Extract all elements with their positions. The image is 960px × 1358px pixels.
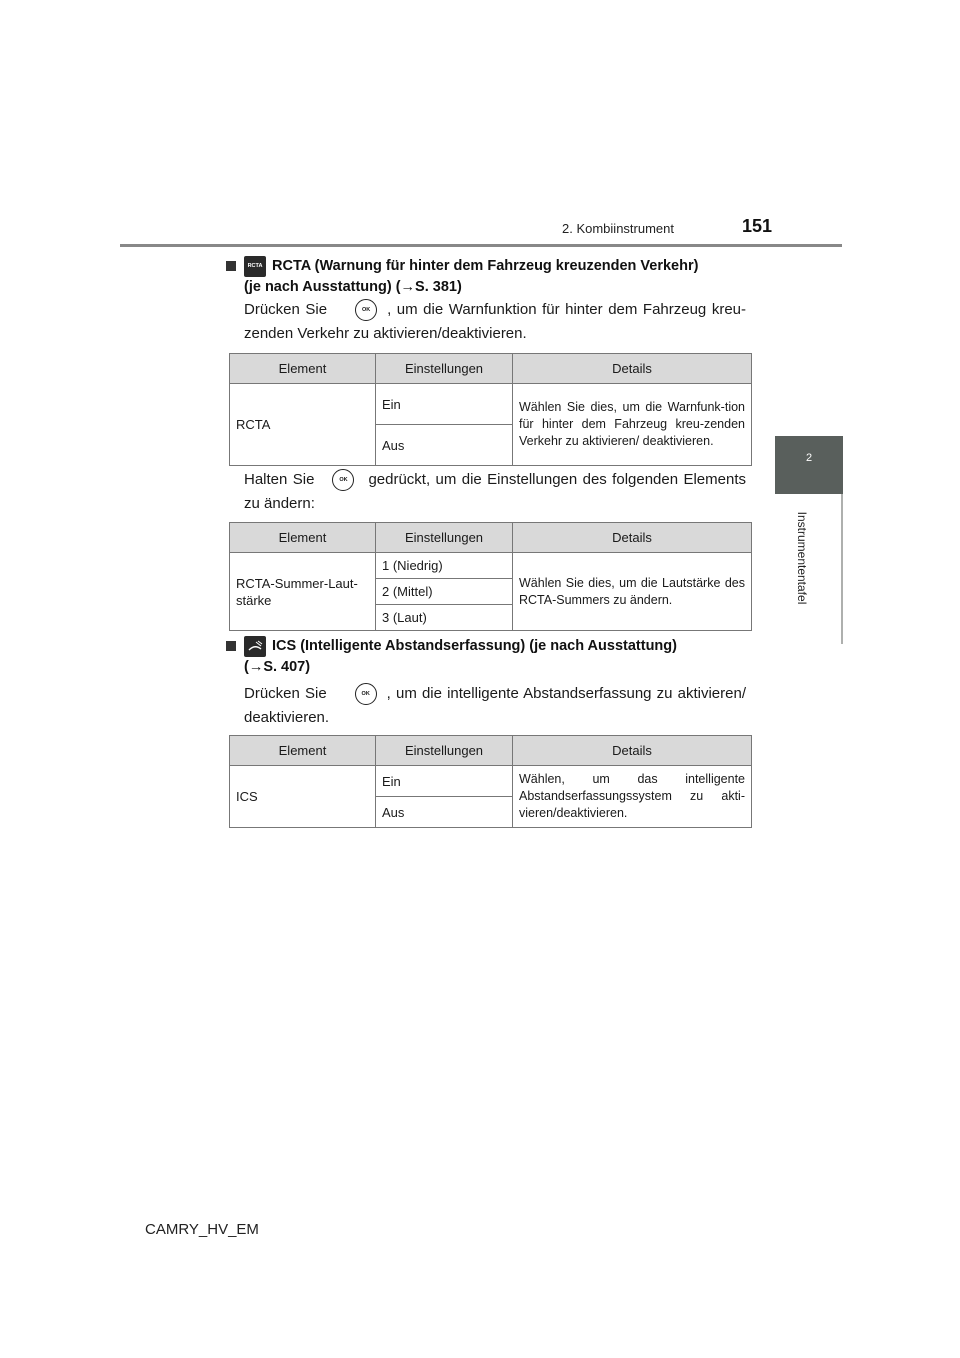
ok-button-icon: OK [332,469,354,491]
section-heading-ics-line2 [244,657,744,678]
rcta-press-prefix: Drücken Sie [244,301,328,318]
rcta-icon: RCTA [244,256,266,277]
details-cell: Wählen Sie dies, um die Warnfunk-tion für hinter dem Fahrzeug kreu-zenden Verkehr zu aktivieren/ deaktivieren. [513,384,752,466]
section-title-rcta-line2: (je nach Ausstattung) (→S. 381) [244,279,462,295]
setting-cell: Aus [376,797,513,828]
side-divider [841,494,843,644]
column-header-settings: Einstellungen [376,354,513,384]
details-cell: Wählen Sie dies, um die Lautstärke des RCTA-Summers zu ändern. [513,553,752,631]
element-cell: RCTA [230,384,376,466]
table-row [230,553,752,579]
section-heading-rcta [226,256,746,277]
table-row [230,766,752,797]
ok-button-icon: OK [355,683,377,705]
setting-cell: Aus [376,425,513,466]
column-header-element: Element [230,354,376,384]
table-row [230,384,752,425]
header-divider [120,244,842,247]
chapter-tab-label: Instrumententafel [795,511,809,605]
section-heading-ics [226,636,746,657]
element-cell: RCTA-Summer-Laut-stärke [230,553,376,631]
setting-cell: 2 (Mittel) [376,579,513,605]
ics-press-prefix: Drücken Sie [244,685,327,702]
section-title-ics-line2: (→S. 407) [244,659,311,675]
rcta-buzzer-table [229,522,752,631]
column-header-details: Details [513,736,752,766]
document-code: CAMRY_HV_EM [145,1221,259,1238]
column-header-settings: Einstellungen [376,736,513,766]
ics-sensor-svg [247,640,263,654]
rcta-hold-instruction [244,468,746,516]
setting-cell: Ein [376,766,513,797]
rcta-press-suffix: , um die Warnfunktion für hinter dem Fahrzeug kreu-zenden Verkehr zu aktivieren/deaktivieren. [244,301,746,342]
ics-instruction [244,682,746,730]
setting-cell: 3 (Laut) [376,605,513,631]
section-heading-rcta-line2 [244,277,744,298]
section-title-rcta-line1: RCTA (Warnung für hinter dem Fahrzeug kreuzenden Verkehr) [272,258,699,274]
ics-icon [244,636,266,657]
rcta-hold-suffix: gedrückt, um die Einstellungen des folgenden Elements zu ändern: [244,471,746,512]
ok-button-icon: OK [355,299,377,321]
chapter-tab [775,436,843,494]
rcta-settings-table [229,353,752,466]
setting-cell: 1 (Niedrig) [376,553,513,579]
column-header-settings: Einstellungen [376,523,513,553]
chapter-tab-number: 2 [805,452,813,464]
table-header-row [230,736,752,766]
details-cell: Wählen, um das intelligente Abstandserfassungssystem zu akti-vieren/deaktivieren. [513,766,752,828]
bullet-square-icon [226,261,236,271]
rcta-instruction [244,298,746,346]
column-header-details: Details [513,523,752,553]
page-number: 151 [742,216,773,236]
section-title-ics-line1: ICS (Intelligente Abstandserfassung) (je nach Ausstattung) [272,638,677,654]
column-header-details: Details [513,354,752,384]
rcta-hold-prefix: Halten Sie [244,471,315,488]
column-header-element: Element [230,523,376,553]
table-header-row [230,354,752,384]
ics-press-suffix: , um die intelligente Abstandserfassung zu aktivieren/ deaktivieren. [244,685,746,726]
element-cell: ICS [230,766,376,828]
ics-settings-table [229,735,752,828]
table-header-row [230,523,752,553]
bullet-square-icon [226,641,236,651]
column-header-element: Element [230,736,376,766]
setting-cell: Ein [376,384,513,425]
chapter-title: 2. Kombiinstrument [562,221,674,236]
